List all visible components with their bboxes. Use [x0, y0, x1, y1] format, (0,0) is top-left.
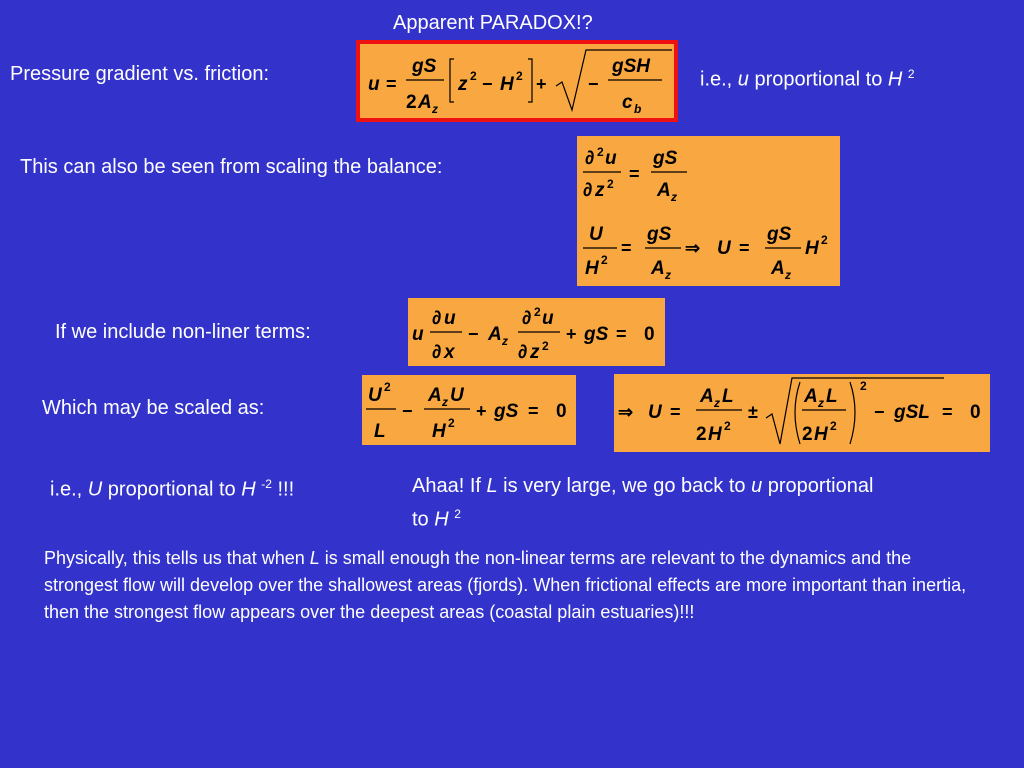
svg-text:2: 2 — [821, 233, 828, 247]
svg-text:2: 2 — [406, 92, 417, 113]
svg-text:H: H — [814, 424, 828, 445]
svg-text:gSH: gSH — [612, 56, 650, 77]
equation-scaled — [362, 375, 576, 445]
svg-text:z: z — [671, 190, 677, 204]
svg-text:z: z — [530, 342, 540, 363]
u-proportional-note — [700, 62, 915, 92]
pressure-gradient-label: Pressure gradient vs. friction: — [10, 63, 269, 85]
nonlinear-terms-label: If we include non-liner terms: — [55, 321, 311, 343]
left-prefix: i.e., — [50, 478, 88, 501]
svg-text:z: z — [665, 268, 671, 282]
svg-text:∂: ∂ — [518, 342, 528, 363]
svg-text:A: A — [657, 180, 671, 201]
svg-text:b: b — [634, 102, 642, 116]
svg-text:2: 2 — [384, 380, 391, 394]
u-variable: u — [737, 68, 749, 91]
svg-text:U: U — [717, 238, 731, 259]
svg-text:=: = — [670, 402, 681, 422]
svg-text:A: A — [418, 92, 432, 113]
svg-text:H: H — [500, 74, 514, 95]
svg-text:∂: ∂ — [432, 308, 442, 329]
svg-text:gS: gS — [584, 324, 609, 345]
svg-text:+: + — [476, 401, 487, 421]
svg-text:=: = — [942, 402, 953, 422]
svg-text:gS: gS — [647, 224, 672, 245]
svg-text:U: U — [450, 385, 464, 406]
svg-text:gS: gS — [767, 224, 792, 245]
svg-text:A: A — [428, 385, 442, 406]
ahaa-note — [412, 472, 873, 534]
ie-prefix: i.e., — [700, 68, 738, 91]
svg-text:c: c — [622, 92, 633, 113]
svg-text:0: 0 — [970, 402, 981, 423]
svg-text:A: A — [488, 324, 502, 345]
svg-text:2: 2 — [802, 424, 813, 445]
U-variable: U — [87, 478, 103, 501]
svg-text:0: 0 — [556, 401, 567, 422]
para-L-variable: L — [309, 548, 320, 568]
svg-text:U: U — [648, 402, 662, 423]
svg-text:−: − — [874, 402, 885, 422]
svg-text:x: x — [444, 342, 455, 363]
svg-text:∂: ∂ — [585, 148, 595, 169]
svg-text:2: 2 — [860, 379, 867, 393]
scaling-balance-label: This can also be seen from scaling the balance: — [20, 156, 443, 178]
equation-scaling-balance — [577, 136, 840, 286]
page-title: Apparent PARADOX!? — [393, 12, 593, 34]
svg-text:U: U — [368, 385, 382, 406]
L-variable: L — [486, 475, 498, 497]
scaled-as-label: Which may be scaled as: — [42, 397, 265, 419]
svg-text:2: 2 — [448, 416, 455, 430]
ie-mid: proportional to — [748, 68, 888, 91]
svg-text:2: 2 — [601, 253, 608, 267]
equation-u-solution — [356, 40, 678, 122]
svg-text:∂: ∂ — [583, 180, 593, 201]
svg-text:gS: gS — [412, 56, 437, 77]
svg-text:0: 0 — [644, 324, 655, 345]
svg-text:+: + — [536, 74, 547, 94]
U-proportional-note — [50, 472, 294, 502]
svg-text:∂: ∂ — [432, 342, 442, 363]
svg-text:2: 2 — [516, 69, 523, 83]
svg-text:H: H — [432, 421, 446, 442]
svg-text:gSL: gSL — [894, 402, 930, 423]
ahaa-a: Ahaa! If — [412, 475, 487, 497]
svg-text:U: U — [589, 224, 603, 245]
svg-text:A: A — [804, 386, 818, 407]
svg-text:z: z — [442, 395, 448, 409]
equation-nonlinear — [408, 298, 665, 366]
svg-text:2: 2 — [597, 145, 604, 159]
svg-text:u: u — [542, 308, 554, 329]
para-a: Physically, this tells us that when — [44, 548, 310, 568]
svg-text:2: 2 — [534, 305, 541, 319]
svg-text:+: + — [566, 324, 577, 344]
svg-text:=: = — [616, 324, 627, 344]
svg-text:L: L — [374, 421, 386, 442]
svg-text:u: u — [605, 148, 617, 169]
svg-text:=: = — [629, 164, 640, 184]
svg-text:2: 2 — [696, 424, 707, 445]
svg-text:H: H — [585, 258, 599, 279]
ahaa-to: to — [412, 508, 435, 531]
h-exponent: 2 — [907, 67, 915, 81]
svg-text:=: = — [528, 401, 539, 421]
equation-quadratic-solution — [614, 374, 990, 452]
H-variable-2: H — [434, 508, 449, 531]
svg-text:−: − — [588, 74, 599, 94]
left-mid: proportional to — [102, 478, 242, 501]
svg-text:=: = — [386, 74, 397, 94]
svg-text:2: 2 — [830, 419, 837, 433]
svg-text:gS: gS — [494, 401, 519, 422]
svg-text:2: 2 — [724, 419, 731, 433]
H-exponent-2: 2 — [454, 507, 461, 521]
left-suffix: !!! — [271, 478, 295, 501]
svg-text:−: − — [468, 324, 479, 344]
svg-text:z: z — [432, 102, 438, 116]
svg-text:H: H — [708, 424, 722, 445]
svg-text:A: A — [771, 258, 785, 279]
ahaa-c: proportional — [762, 475, 874, 497]
ahaa-b: is very large, we go back to — [497, 475, 752, 497]
svg-text:z: z — [818, 396, 824, 410]
svg-text:A: A — [700, 386, 714, 407]
h-variable: H — [887, 68, 903, 91]
svg-text:=: = — [739, 238, 750, 258]
H-exponent: -2 — [261, 477, 272, 491]
svg-text:⇒: ⇒ — [685, 238, 701, 258]
svg-text:2: 2 — [607, 177, 614, 191]
svg-text:z: z — [502, 334, 508, 348]
svg-text:±: ± — [748, 402, 758, 422]
svg-text:A: A — [651, 258, 665, 279]
u-variable-2: u — [751, 475, 763, 497]
svg-text:H: H — [805, 238, 819, 259]
ahaa-line-2 — [412, 500, 873, 534]
svg-text:u: u — [368, 74, 380, 95]
svg-text:2: 2 — [470, 69, 477, 83]
svg-text:=: = — [621, 238, 632, 258]
svg-text:−: − — [402, 401, 413, 421]
svg-text:gS: gS — [653, 148, 678, 169]
ahaa-line-1 — [412, 472, 873, 500]
svg-text:z: z — [785, 268, 791, 282]
H-variable: H — [241, 478, 256, 501]
svg-text:−: − — [482, 74, 493, 94]
svg-text:L: L — [826, 386, 838, 407]
svg-text:z: z — [458, 74, 468, 95]
svg-text:u: u — [412, 324, 424, 345]
svg-text:⇒: ⇒ — [618, 402, 634, 422]
svg-text:z: z — [714, 396, 720, 410]
svg-text:z: z — [595, 180, 605, 201]
para-b: is small enough the non-linear terms are relevant to the dynamics and the strongest flow will develop over the shallowest areas (fjords). When frictional effects are more important than inertia, then the strongest flow appears over the deepest areas (coastal plain estuaries)!!! — [44, 548, 967, 622]
svg-text:u: u — [444, 308, 456, 329]
svg-text:L: L — [722, 386, 734, 407]
svg-text:∂: ∂ — [522, 308, 532, 329]
physical-explanation-paragraph — [44, 545, 974, 626]
svg-text:2: 2 — [542, 339, 549, 353]
